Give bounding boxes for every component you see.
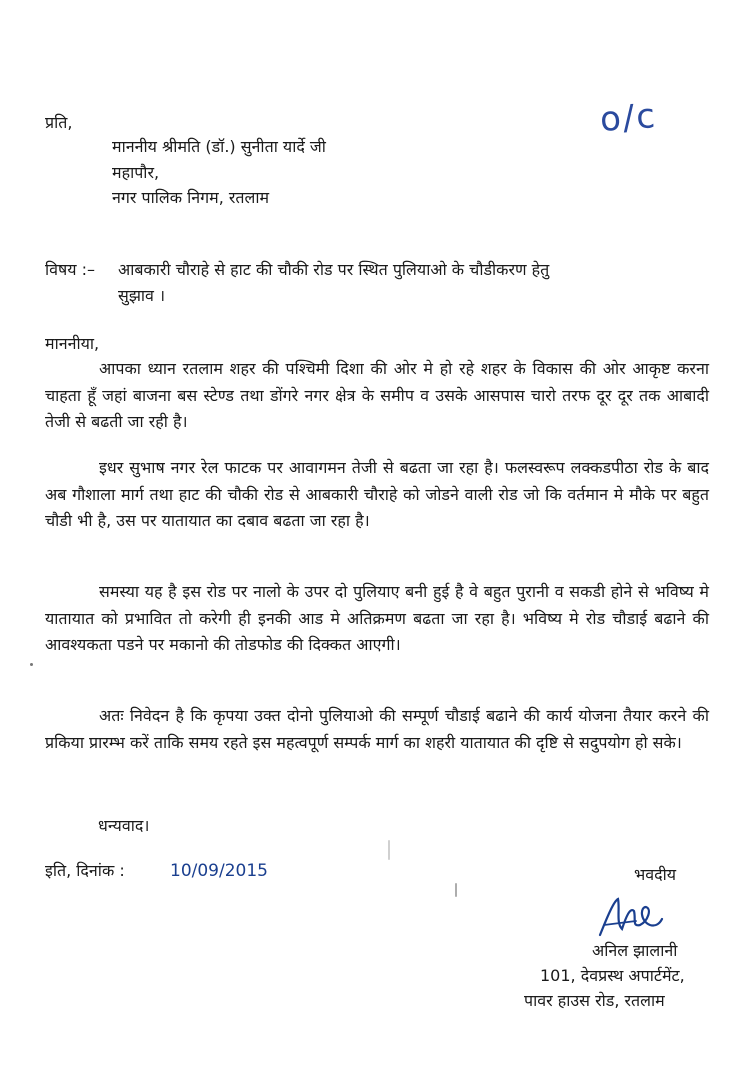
- date-label: इति, दिनांक :: [45, 861, 125, 880]
- paragraph-4: [45, 703, 709, 756]
- paragraph-4-text: अतः निवेदन है कि कृपया उक्त दोनो पुलियाओ की सम्पूर्ण चौडाई बढाने की कार्य योजना तैयार करने की प्रकिया प्रारम्भ करें ताकि समय रहते इस महत्वपूर्ण सम्पर्क मार्ग का शहरी यातायात की दृष्टि से सदुपयोग हो सके।: [45, 706, 709, 752]
- salutation: माननीया,: [45, 334, 100, 353]
- scan-speck: [30, 663, 33, 666]
- paragraph-1: [45, 356, 709, 436]
- paragraph-2: [45, 455, 709, 535]
- subject-line-2: सुझाव ।: [118, 286, 166, 305]
- paragraph-2-text: इधर सुभाष नगर रेल फाटक पर आवागमन तेजी से बढता जा रहा है। फलस्वरूप लक्कडपीठा रोड के बाद अब गौशाला मार्ग तथा हाट की चौकी रोड से आबकारी चौराहे को जोडने वाली रोड जो कि वर्तमान मे मौके पर बहुत चौडी भी है, उस पर यातायात का दबाव बढता जा रहा है।: [45, 458, 709, 530]
- to-label: प्रति,: [45, 113, 73, 132]
- signature: [596, 895, 666, 945]
- thanks: धन्यवाद।: [98, 816, 150, 835]
- handwritten-mark: o/c: [598, 96, 659, 140]
- subject-line-1: आबकारी चौराहे से हाट की चौकी रोड पर स्थित पुलियाओ के चौडीकरण हेतु: [118, 260, 550, 279]
- recipient-title: महापौर,: [112, 163, 160, 182]
- recipient-office: नगर पालिक निगम, रतलाम: [112, 188, 270, 207]
- scan-speck: [455, 883, 457, 897]
- paragraph-1-text: आपका ध्यान रतलाम शहर की पश्चिमी दिशा की ओर मे हो रहे शहर के विकास की ओर आकृष्ट करना चाहता हूँ जहां बाजना बस स्टेण्ड तथा डोंगरे नगर क्षेत्र के समीप व उसके आसपास चारो तरफ दूर दूर तक आबादी तेजी से बढती जा रही है।: [45, 359, 709, 431]
- sender-address-line-1: 101, देवप्रस्थ अपार्टमेंट,: [540, 966, 685, 985]
- scan-speck: [388, 840, 390, 860]
- sender-name: अनिल झालानी: [592, 941, 678, 960]
- recipient-name: माननीय श्रीमति (डॉ.) सुनीता यार्दे जी: [112, 137, 326, 156]
- paragraph-3-text: समस्या यह है इस रोड पर नालो के उपर दो पुलियाए बनी हुई है वे बहुत पुरानी व सकडी होने से भविष्य मे यातायात को प्रभावित तो करेगी ही इनकी आड मे अतिक्रमण बढता जा रहा है। भविष्य मे रोड चौडाई बढाने की आवश्यकता पडने पर मकानो की तोडफोड की दिक्कत आएगी।: [45, 582, 709, 654]
- date-value: 10/09/2015: [170, 861, 268, 881]
- subject-label: विषय :–: [45, 260, 96, 279]
- signature-scribble: [596, 895, 666, 941]
- paragraph-3: [45, 579, 709, 659]
- sender-address-line-2: पावर हाउस रोड, रतलाम: [524, 991, 665, 1010]
- closing: भवदीय: [634, 865, 677, 884]
